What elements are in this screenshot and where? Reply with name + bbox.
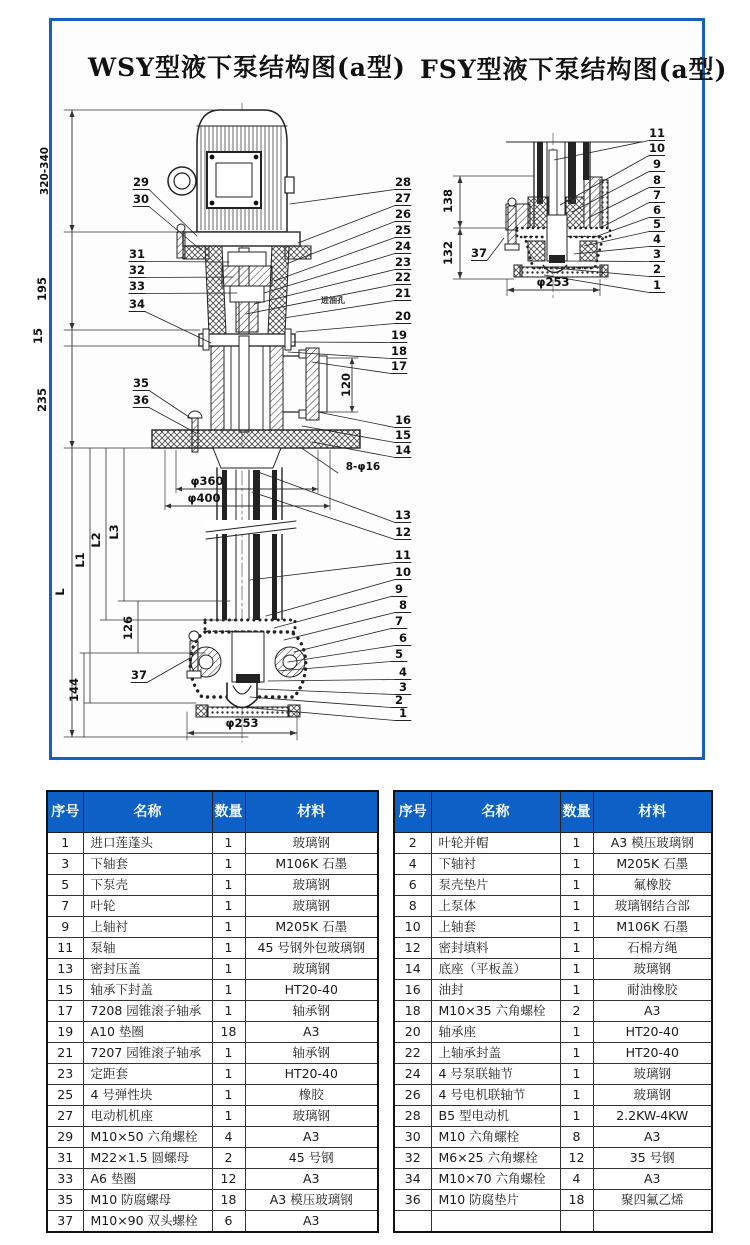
table-cell: 4 (212, 1127, 245, 1148)
table-cell: 35 (47, 1190, 83, 1211)
table-row (394, 1169, 712, 1190)
wsy-drawing (31, 103, 411, 742)
table-cell: 1 (212, 1001, 245, 1022)
table-cell: 6 (212, 1211, 245, 1233)
column-header: 名称 (431, 791, 560, 833)
table-cell: 1 (560, 980, 593, 1001)
table-cell: 1 (212, 959, 245, 980)
table-cell: 电动机机座 (83, 1106, 212, 1127)
table-cell: 2.2KW-4KW (593, 1106, 712, 1127)
table-cell: A3 (245, 1022, 378, 1043)
part-number-label: 9 (394, 582, 404, 596)
table-cell: 36 (394, 1190, 431, 1211)
dimension-label: 195 (35, 276, 49, 302)
fsy-diagram-title: FSY型液下泵结构图(a型) (420, 55, 728, 84)
table-cell: 1 (212, 1064, 245, 1085)
table-cell: 定距套 (83, 1064, 212, 1085)
leader-line (145, 277, 233, 278)
table-row (47, 1190, 378, 1211)
table-cell: 21 (47, 1043, 83, 1064)
table-cell: 26 (394, 1085, 431, 1106)
column-header: 名称 (83, 791, 212, 833)
part-number-label: 13 (394, 508, 412, 522)
table-cell: 4 号泵联轴节 (431, 1064, 560, 1085)
table-cell: 34 (394, 1169, 431, 1190)
part-number-label: 31 (128, 247, 146, 261)
table-cell: M10×70 六角螺栓 (431, 1169, 560, 1190)
part-number-label: 6 (398, 631, 408, 645)
table-cell: 泵轴 (83, 938, 212, 959)
dimension-label: 126 (121, 615, 135, 641)
table-cell: 25 (47, 1085, 83, 1106)
table-cell: 玻璃钢 (593, 1085, 712, 1106)
table-cell: 进口莲蓬头 (83, 833, 212, 854)
table-cell: B5 型电动机 (431, 1106, 560, 1127)
part-number-label: 27 (394, 191, 412, 205)
part-number-label: 14 (394, 443, 412, 457)
part-number-label: 7 (652, 188, 662, 202)
table-row (394, 833, 712, 854)
table-cell: 1 (212, 1085, 245, 1106)
leader-line (145, 262, 229, 263)
part-number-label: 1 (398, 706, 408, 720)
table-row (47, 1148, 378, 1169)
table-cell: 玻璃钢 (245, 833, 378, 854)
table-cell: 33 (47, 1169, 83, 1190)
table-cell: 31 (47, 1148, 83, 1169)
table-row (394, 1043, 712, 1064)
table-cell: M106K 石墨 (593, 917, 712, 938)
table-cell: 1 (560, 1022, 593, 1043)
table-cell: 45 号钢 (245, 1148, 378, 1169)
dimension-label: 132 (441, 240, 455, 266)
table-cell: A10 垫圈 (83, 1022, 212, 1043)
leader-line (250, 563, 395, 581)
table-cell: 玻璃钢 (593, 1064, 712, 1085)
column-header: 序号 (47, 791, 83, 833)
table-cell: M10×90 双头螺栓 (83, 1211, 212, 1233)
table-row (394, 1085, 712, 1106)
part-number-label: 18 (390, 344, 408, 358)
table-cell: 石棉方绳 (593, 938, 712, 959)
table-cell: 1 (560, 917, 593, 938)
table-cell: 1 (212, 1106, 245, 1127)
table-cell: 2 (212, 1148, 245, 1169)
part-number-label: 12 (394, 525, 412, 539)
oil-hole-note: 进油孔 (321, 296, 345, 305)
table-cell: 1 (560, 1106, 593, 1127)
table-cell: 20 (394, 1022, 431, 1043)
table-cell: HT20-40 (245, 1064, 378, 1085)
table-cell: 1 (212, 980, 245, 1001)
table-cell: 1 (212, 854, 245, 875)
table-cell: 18 (212, 1190, 245, 1211)
table-row (394, 1106, 712, 1127)
table-cell: 1 (560, 1085, 593, 1106)
part-number-label: 24 (394, 239, 412, 253)
leader-line (145, 293, 237, 294)
table-row (47, 833, 378, 854)
table-cell: 3 (47, 854, 83, 875)
leader-line (149, 207, 201, 251)
table-row (394, 1001, 712, 1022)
table-cell: A3 (245, 1211, 378, 1233)
table-cell: 13 (47, 959, 83, 980)
part-number-label: 32 (128, 263, 146, 277)
table-cell: M10 防腐垫片 (431, 1190, 560, 1211)
table-cell: 密封填料 (431, 938, 560, 959)
part-number-label: 6 (652, 203, 662, 217)
table-cell: 1 (560, 1064, 593, 1085)
part-number-label: 5 (394, 647, 404, 661)
table-row (47, 1022, 378, 1043)
table-cell: 1 (212, 833, 245, 854)
table-row (394, 938, 712, 959)
table-cell: 24 (394, 1064, 431, 1085)
part-number-label: 30 (132, 192, 150, 206)
table-cell: 1 (560, 896, 593, 917)
table-cell: 2 (560, 1001, 593, 1022)
dimension-label: 235 (35, 387, 49, 413)
leader-line (266, 580, 395, 617)
leader-line (274, 597, 391, 629)
table-cell: 1 (560, 833, 593, 854)
leader-line (149, 408, 196, 434)
table-cell: 30 (394, 1127, 431, 1148)
table-cell: 下轴套 (83, 854, 212, 875)
table-cell: 叶轮并帽 (431, 833, 560, 854)
leader-line (290, 190, 395, 205)
fsy-parts-table (393, 790, 713, 1233)
column-header: 数量 (560, 791, 593, 833)
dimension-label: 15 (31, 327, 45, 345)
table-cell: 29 (47, 1127, 83, 1148)
part-number-label: 11 (648, 126, 666, 140)
table-cell: A3 模压玻璃钢 (593, 833, 712, 854)
table-cell: 27 (47, 1106, 83, 1127)
part-number-label: 4 (652, 232, 662, 246)
table-cell: 45 号钢外包玻璃钢 (245, 938, 378, 959)
table-cell: 4 (560, 1169, 593, 1190)
table-cell: A3 (245, 1127, 378, 1148)
table-cell: 32 (394, 1148, 431, 1169)
table-cell: 12 (560, 1148, 593, 1169)
table-cell: 18 (560, 1190, 593, 1211)
wsy-diagram-title: WSY型液下泵结构图(a型) (88, 53, 406, 82)
part-number-label: 35 (132, 376, 150, 390)
part-number-label: 29 (132, 175, 150, 189)
part-number-label: 37 (470, 246, 488, 260)
part-number-label: 21 (394, 286, 412, 300)
table-row (47, 1043, 378, 1064)
table-cell: 12 (212, 1169, 245, 1190)
table-cell: A3 (593, 1127, 712, 1148)
table-cell: 1 (212, 896, 245, 917)
part-number-label: 3 (652, 247, 662, 261)
table-cell: A3 (593, 1001, 712, 1022)
table-cell (593, 1211, 712, 1233)
table-cell: A3 (593, 1169, 712, 1190)
table-header-row (394, 791, 712, 833)
part-number-label: 3 (398, 680, 408, 694)
table-cell: 28 (394, 1106, 431, 1127)
part-number-label: 7 (394, 614, 404, 628)
table-cell: 底座（平板盖） (431, 959, 560, 980)
leader-line (298, 206, 395, 244)
table-cell (394, 1211, 431, 1233)
table-cell: 1 (212, 917, 245, 938)
leader-line (250, 697, 391, 708)
table-row (394, 980, 712, 1001)
table-cell: 7208 园锥滚子轴承 (83, 1001, 212, 1022)
table-cell: 玻璃钢结合部 (593, 896, 712, 917)
leader-line (286, 222, 395, 265)
part-number-label: 23 (394, 255, 412, 269)
table-cell: 4 号电机联轴节 (431, 1085, 560, 1106)
column-header: 序号 (394, 791, 431, 833)
dimension-label: 144 (67, 677, 81, 703)
table-cell: M22×1.5 圆螺母 (83, 1148, 212, 1169)
table-row (394, 959, 712, 980)
table-cell: HT20-40 (245, 980, 378, 1001)
table-row (394, 917, 712, 938)
table-cell: M10 防腐螺母 (83, 1190, 212, 1211)
table-cell: M10 六角螺栓 (431, 1127, 560, 1148)
table-row (47, 1085, 378, 1106)
table-row (47, 938, 378, 959)
table-cell: 聚四氟乙烯 (593, 1190, 712, 1211)
table-cell: 轴承钢 (245, 1043, 378, 1064)
table-cell: 氟橡胶 (593, 875, 712, 896)
table-row (47, 875, 378, 896)
dimension-label: L1 (73, 552, 87, 568)
table-cell: 5 (47, 875, 83, 896)
part-number-label: 17 (390, 359, 408, 373)
part-number-label: 26 (394, 207, 412, 221)
leader-line (318, 412, 395, 428)
part-number-label: 2 (652, 262, 662, 276)
part-number-label: 36 (132, 393, 150, 407)
table-cell: 轴承钢 (245, 1001, 378, 1022)
table-row (394, 854, 712, 875)
table-cell: 8 (394, 896, 431, 917)
dimension-label: 8-φ16 (345, 461, 381, 473)
table-cell: 4 号弹性块 (83, 1085, 212, 1106)
table-cell: 玻璃钢 (245, 1106, 378, 1127)
table-row (394, 1127, 712, 1148)
dimension-label: L (53, 588, 67, 596)
part-number-label: 33 (128, 279, 146, 293)
leader-line (149, 391, 192, 420)
leader-line (564, 261, 649, 262)
table-cell: M106K 石墨 (245, 854, 378, 875)
leader-line (284, 613, 395, 641)
table-cell: A6 垫圈 (83, 1169, 212, 1190)
part-number-label: 10 (648, 141, 666, 155)
dimension-label: L2 (89, 532, 103, 548)
dimension-label: L3 (107, 524, 121, 540)
table-row (394, 1211, 712, 1233)
table-cell: 10 (394, 917, 431, 938)
table-cell: 9 (47, 917, 83, 938)
table-cell: HT20-40 (593, 1022, 712, 1043)
part-number-label: 19 (390, 328, 408, 342)
table-row (47, 896, 378, 917)
table-cell: 1 (560, 1043, 593, 1064)
table-cell: 1 (212, 938, 245, 959)
table-cell: 4 (394, 854, 431, 875)
table-cell: 油封 (431, 980, 560, 1001)
table-cell: 玻璃钢 (245, 959, 378, 980)
table-cell: M10×35 六角螺栓 (431, 1001, 560, 1022)
table-row (47, 917, 378, 938)
table-cell: 泵壳垫片 (431, 875, 560, 896)
table-cell: HT20-40 (593, 1043, 712, 1064)
table-cell: 11 (47, 938, 83, 959)
table-cell: 37 (47, 1211, 83, 1233)
table-cell: 玻璃钢 (245, 896, 378, 917)
part-number-label: 8 (652, 173, 662, 187)
part-number-label: 11 (394, 548, 412, 562)
table-row (394, 896, 712, 917)
table-cell: 叶轮 (83, 896, 212, 917)
table-row (47, 1064, 378, 1085)
table-cell (560, 1211, 593, 1233)
leader-line (258, 472, 395, 523)
table-cell: 7207 园锥滚子轴承 (83, 1043, 212, 1064)
table-cell: 上轴套 (431, 917, 560, 938)
part-number-label: 37 (130, 668, 148, 682)
leader-line (487, 238, 504, 261)
dimension-label: φ360 (190, 474, 224, 488)
table-cell: 玻璃钢 (245, 875, 378, 896)
part-number-label: 1 (652, 278, 662, 292)
table-cell: 1 (212, 1043, 245, 1064)
part-number-label: 10 (394, 565, 412, 579)
part-number-label: 25 (394, 223, 412, 237)
column-header: 材料 (593, 791, 712, 833)
part-number-label: 28 (394, 175, 412, 189)
table-row (47, 1127, 378, 1148)
table-cell: 17 (47, 1001, 83, 1022)
part-number-label: 8 (398, 598, 408, 612)
table-cell: 1 (560, 959, 593, 980)
table-cell: M205K 石墨 (593, 854, 712, 875)
table-row (394, 1064, 712, 1085)
table-cell: 密封压盖 (83, 959, 212, 980)
dimension-label: 320-340 (39, 146, 51, 196)
fsy-drawing (441, 126, 665, 300)
dimension-label: φ253 (536, 275, 570, 289)
table-cell (431, 1211, 560, 1233)
table-cell: M6×25 六角螺栓 (431, 1148, 560, 1169)
table-cell: 1 (47, 833, 83, 854)
table-cell: 1 (212, 875, 245, 896)
table-cell: 6 (394, 875, 431, 896)
table-cell: 上轴衬 (83, 917, 212, 938)
table-row (394, 875, 712, 896)
table-cell: A3 模压玻璃钢 (245, 1190, 378, 1211)
dimension-label: 138 (441, 188, 455, 214)
table-cell: 15 (47, 980, 83, 1001)
part-number-label: 2 (394, 693, 404, 707)
table-cell: 18 (212, 1022, 245, 1043)
column-header: 材料 (245, 791, 378, 833)
table-cell: 玻璃钢 (593, 959, 712, 980)
part-number-label: 22 (394, 270, 412, 284)
table-cell: 1 (560, 854, 593, 875)
part-number-label: 15 (394, 428, 412, 442)
dimension-label: φ400 (187, 491, 221, 505)
table-cell: M10×50 六角螺栓 (83, 1127, 212, 1148)
table-cell: 下泵壳 (83, 875, 212, 896)
table-row (394, 1190, 712, 1211)
leader-line (147, 658, 190, 683)
table-row (47, 854, 378, 875)
leader-line (292, 342, 391, 343)
table-cell: 22 (394, 1043, 431, 1064)
table-row (47, 980, 378, 1001)
table-row (47, 1106, 378, 1127)
table-cell: 8 (560, 1127, 593, 1148)
column-header: 数量 (212, 791, 245, 833)
table-cell: 耐油橡胶 (593, 980, 712, 1001)
part-number-label: 34 (128, 297, 146, 311)
part-number-label: 9 (652, 157, 662, 171)
table-cell: 上轴承封盖 (431, 1043, 560, 1064)
table-row (47, 959, 378, 980)
table-cell: 下轴衬 (431, 854, 560, 875)
table-cell: 18 (394, 1001, 431, 1022)
table-cell: M205K 石墨 (245, 917, 378, 938)
part-number-label: 4 (398, 665, 408, 679)
table-row (47, 1211, 378, 1233)
part-number-label: 20 (394, 309, 412, 323)
table-cell: 19 (47, 1022, 83, 1043)
table-row (47, 1169, 378, 1190)
wsy-parts-table (46, 790, 379, 1233)
table-cell: 14 (394, 959, 431, 980)
table-cell: 轴承下封盖 (83, 980, 212, 1001)
part-number-label: 5 (652, 217, 662, 231)
table-cell: 轴承座 (431, 1022, 560, 1043)
table-cell: A3 (245, 1169, 378, 1190)
table-row (47, 1001, 378, 1022)
table-header-row (47, 791, 378, 833)
dimension-label: 120 (339, 372, 353, 398)
table-cell: 上泵体 (431, 896, 560, 917)
leader-line (145, 312, 211, 344)
table-cell: 1 (560, 938, 593, 959)
table-cell: 23 (47, 1064, 83, 1085)
table-cell: 16 (394, 980, 431, 1001)
table-cell: 1 (560, 875, 593, 896)
table-row (394, 1148, 712, 1169)
table-cell: 7 (47, 896, 83, 917)
part-number-label: 16 (394, 413, 412, 427)
leader-line (296, 324, 395, 333)
table-cell: 35 号钢 (593, 1148, 712, 1169)
table-row (394, 1022, 712, 1043)
table-cell: 橡胶 (245, 1085, 378, 1106)
dimension-label: φ253 (225, 716, 259, 730)
table-cell: 2 (394, 833, 431, 854)
table-cell: 12 (394, 938, 431, 959)
